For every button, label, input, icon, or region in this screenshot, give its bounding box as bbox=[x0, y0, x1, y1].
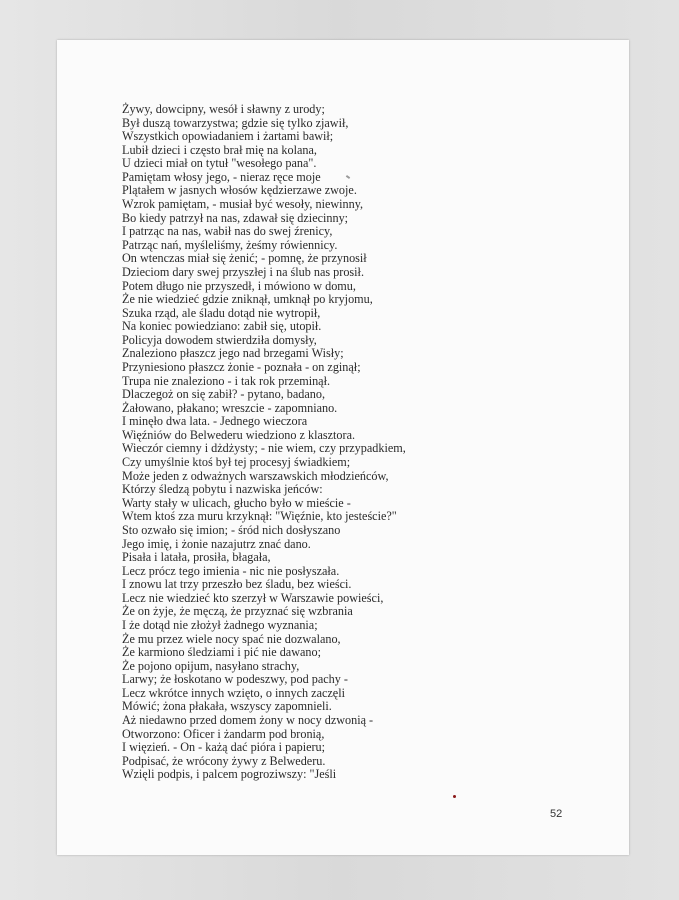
poem-line: Dlaczegoż on się zabił? - pytano, badano, bbox=[122, 387, 326, 402]
poem-line: Bo kiedy patrzył na nas, zdawał się dziecinny; bbox=[122, 210, 349, 225]
ink-speck bbox=[453, 795, 456, 798]
poem-text bbox=[122, 103, 602, 782]
poem-line: Przyniesiono płaszcz żonie - poznała - on zginął; bbox=[122, 359, 361, 374]
poem-line: Otworzono: Oficer i żandarm pod bronią, bbox=[122, 726, 325, 741]
poem-line: Szuka rząd, ale śladu dotąd nie wytropił, bbox=[122, 305, 321, 320]
page-number: 52 bbox=[550, 808, 563, 820]
document-page bbox=[57, 40, 629, 855]
poem-line: I minęło dwa lata. - Jednego wieczora bbox=[122, 414, 308, 429]
poem-line: Lecz nie wiedzieć kto szerzył w Warszawie powieści, bbox=[122, 590, 384, 605]
poem-line: Że on żyje, że męczą, że przyznać się wzbrania bbox=[122, 604, 353, 619]
poem-line: Warty stały w ulicach, głucho było w mieście - bbox=[122, 495, 351, 510]
poem-line: Lecz prócz tego imienia - nic nie posłyszała. bbox=[122, 563, 340, 578]
poem-line: Może jeden z odważnych warszawskich młodzieńców, bbox=[122, 468, 389, 483]
poem-line: Znaleziono płaszcz jego nad brzegami Wisły; bbox=[122, 346, 344, 361]
poem-line: I patrząc na nas, wabił nas do swej źrenicy, bbox=[122, 224, 333, 239]
poem-line: Na koniec powiedziano: zabił się, utopił. bbox=[122, 319, 322, 334]
poem-line: Sto ozwało się imion; - śród nich dosłyszano bbox=[122, 522, 341, 537]
poem-line: Plątałem w jasnych włosów kędzierzawe zwoje. bbox=[122, 183, 357, 198]
poem-line: I że dotąd nie złożył żadnego wyznania; bbox=[122, 617, 318, 632]
poem-line: U dzieci miał on tytuł "wesołego pana". bbox=[122, 156, 317, 171]
poem-line: Że nie wiedzieć gdzie zniknął, umknął po kryjomu, bbox=[122, 292, 373, 307]
poem-line: Był duszą towarzystwa; gdzie się tylko zjawił, bbox=[122, 115, 349, 130]
poem-line: Podpisać, że wrócony żywy z Belwederu. bbox=[122, 753, 326, 768]
poem-line: Pisała i latała, prosiła, błagała, bbox=[122, 550, 271, 565]
poem-line: Pamiętam włosy jego, - nieraz ręce moje bbox=[122, 169, 321, 184]
poem-line: Czy umyślnie ktoś był tej procesyj świadkiem; bbox=[122, 455, 351, 470]
poem-line: Wszystkich opowiadaniem i żartami bawił; bbox=[122, 129, 334, 144]
poem-line: Żałowano, płakano; wreszcie - zapomniano. bbox=[122, 400, 338, 415]
poem-line: Patrząc nań, myśleliśmy, żeśmy rówiennicy. bbox=[122, 237, 338, 252]
poem-line: I więzień. - On - każą dać pióra i papieru; bbox=[122, 740, 326, 755]
poem-line: Wieczór ciemny i dżdżysty; - nie wiem, czy przypadkiem, bbox=[122, 441, 406, 456]
poem-line: Wzięli podpis, i palcem pogroziwszy: "Jeśli bbox=[122, 767, 337, 782]
poem-line: Wzrok pamiętam, - musiał być wesoły, niewinny, bbox=[122, 197, 364, 212]
poem-line: Policyja dowodem stwierdziła domysły, bbox=[122, 332, 317, 347]
poem-line: On wtenczas miał się żenić; - pomnę, że przynosił bbox=[122, 251, 367, 266]
poem-line: Więźniów do Belwederu wiedziono z klasztora. bbox=[122, 427, 356, 442]
poem-line: Larwy; że łoskotano w podeszwy, pod pachy - bbox=[122, 672, 348, 687]
poem-line: Że mu przez wiele nocy spać nie dozwalano, bbox=[122, 631, 341, 646]
poem-line: Potem długo nie przyszedł, i mówiono w domu, bbox=[122, 278, 356, 293]
poem-line: Lecz wkrótce innych wzięto, o innych zaczęli bbox=[122, 685, 345, 700]
poem-line: Żywy, dowcipny, wesół i sławny z urody; bbox=[122, 102, 325, 116]
poem-line: Wtem ktoś zza muru krzyknął: "Więźnie, kto jesteście?" bbox=[122, 509, 397, 524]
poem-line: Że karmiono śledziami i pić nie dawano; bbox=[122, 645, 321, 660]
poem-line: I znowu lat trzy przeszło bez śladu, bez wieści. bbox=[122, 577, 352, 592]
poem-line: Którzy śledzą pobytu i nazwiska jeńców: bbox=[122, 482, 323, 497]
poem-line: Jego imię, i żonie nazajutrz znać dano. bbox=[122, 536, 311, 551]
poem-line: Lubił dzieci i często brał mię na kolana, bbox=[122, 142, 317, 157]
poem-line: Aż niedawno przed domem żony w nocy dzwonią - bbox=[122, 713, 374, 728]
poem-line: Mówić; żona płakała, wszyscy zapomnieli. bbox=[122, 699, 332, 714]
poem-line: Dzieciom dary swej przyszłej i na ślub nas prosił. bbox=[122, 264, 364, 279]
poem-line: Trupa nie znaleziono - i tak rok przeminął. bbox=[122, 373, 331, 388]
poem-line: Że pojono opijum, nasyłano strachy, bbox=[122, 658, 300, 673]
